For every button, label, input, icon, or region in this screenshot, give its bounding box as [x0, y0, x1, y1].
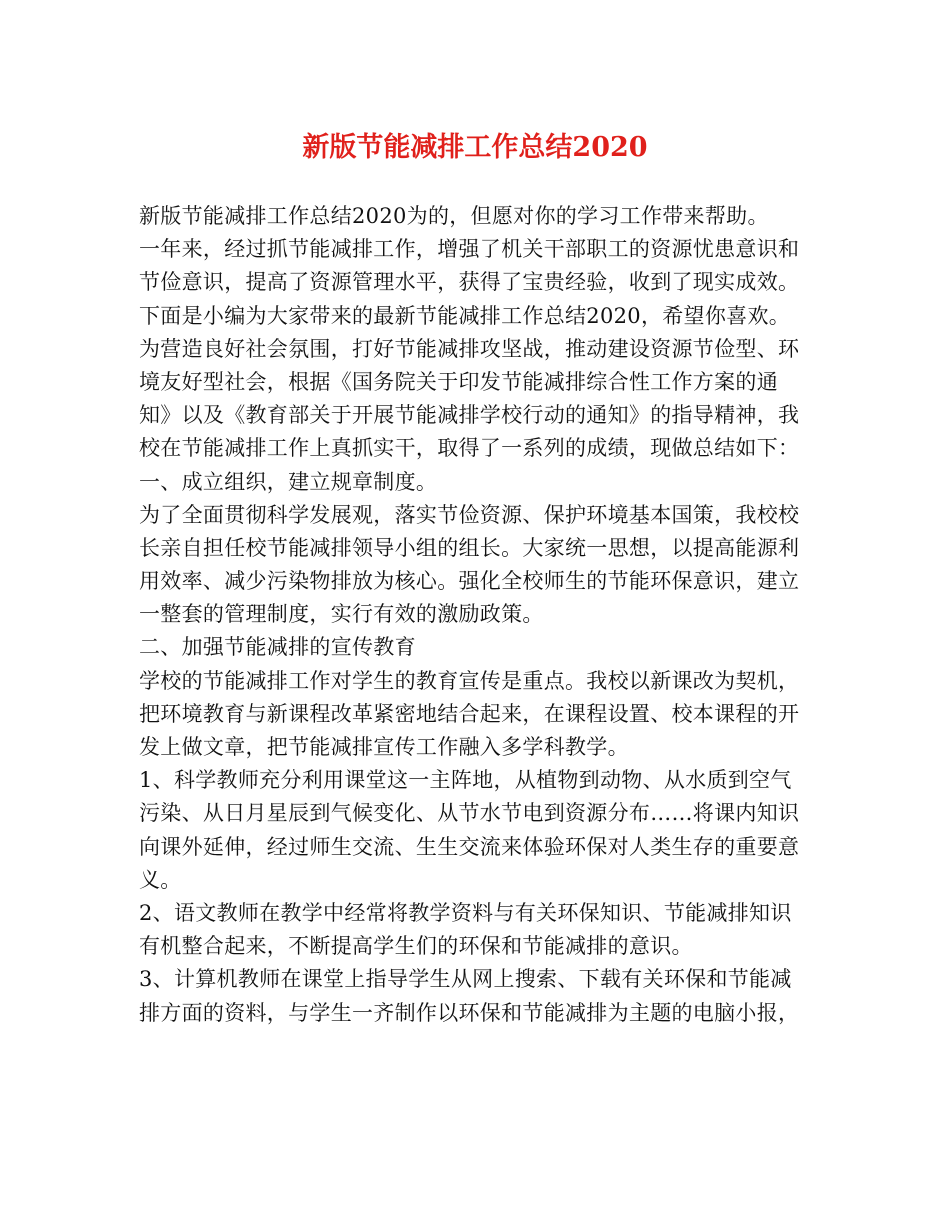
text-line: 发上做文章，把节能减排宣传工作融入多学科教学。 — [139, 735, 629, 759]
text-line: 境友好型社会，根据《国务院关于印发节能减排综合性工作方案的通 — [139, 369, 778, 394]
list-item-line: 3、计算机教师在课堂上指导学生从网上搜索、下载有关环保和节能减 — [139, 967, 792, 992]
text-line: 节俭意识，提高了资源管理水平，获得了宝贵经验，收到了现实成效。 — [139, 270, 800, 295]
text-line: 新版节能减排工作总结2020为的，但愿对你的学习工作带来帮助。 — [139, 204, 769, 228]
text-line: 排方面的资料，与学生一齐制作以环保和节能减排为主题的电脑小报， — [139, 1000, 800, 1025]
section-heading: 一、成立组织，建立规章制度。 — [139, 469, 438, 494]
list-item-line: 1、科学教师充分利用课堂这一主阵地，从植物到动物、从水质到空气 — [139, 768, 792, 793]
document-body — [139, 200, 819, 1030]
text-line: 校在节能减排工作上真抓实干，取得了一系列的成绩，现做总结如下： — [139, 436, 800, 461]
text-line: 一年来，经过抓节能减排工作，增强了机关干部职工的资源忧患意识和 — [139, 237, 800, 262]
text-line: 有机整合起来，不断提高学生们的环保和节能减排的意识。 — [139, 934, 693, 959]
text-line: 知》以及《教育部关于开展节能减排学校行动的通知》的指导精神，我 — [139, 403, 800, 428]
list-item-line: 2、语文教师在教学中经常将教学资料与有关环保知识、节能减排知识 — [139, 900, 792, 925]
text-line: 为营造良好社会氛围，打好节能减排攻坚战，推动建设资源节俭型、环 — [139, 336, 800, 361]
text-line: 把环境教育与新课程改革紧密地结合起来，在课程设置、校本课程的开 — [139, 701, 800, 726]
text-line: 学校的节能减排工作对学生的教育宣传是重点。我校以新课改为契机， — [139, 668, 800, 693]
text-line: 下面是小编为大家带来的最新节能减排工作总结2020，希望你喜欢。 — [139, 303, 791, 328]
text-line: 污染、从日月星辰到气候变化、从节水节电到资源分布……将课内知识 — [139, 801, 800, 826]
section-heading: 二、加强节能减排的宣传教育 — [139, 635, 416, 660]
text-line: 为了全面贯彻科学发展观，落实节俭资源、保护环境基本国策，我校校 — [139, 502, 800, 527]
text-line: 一整套的管理制度，实行有效的激励政策。 — [139, 602, 544, 627]
text-line: 向课外延伸，经过师生交流、生生交流来体验环保对人类生存的重要意 — [139, 834, 800, 859]
text-line: 义。 — [139, 867, 182, 892]
text-line: 用效率、减少污染物排放为核心。强化全校师生的节能环保意识，建立 — [139, 569, 800, 594]
document-title: 新版节能减排工作总结2020 — [302, 132, 648, 163]
text-line: 长亲自担任校节能减排领导小组的组长。大家统一思想，以提高能源利 — [139, 535, 800, 560]
